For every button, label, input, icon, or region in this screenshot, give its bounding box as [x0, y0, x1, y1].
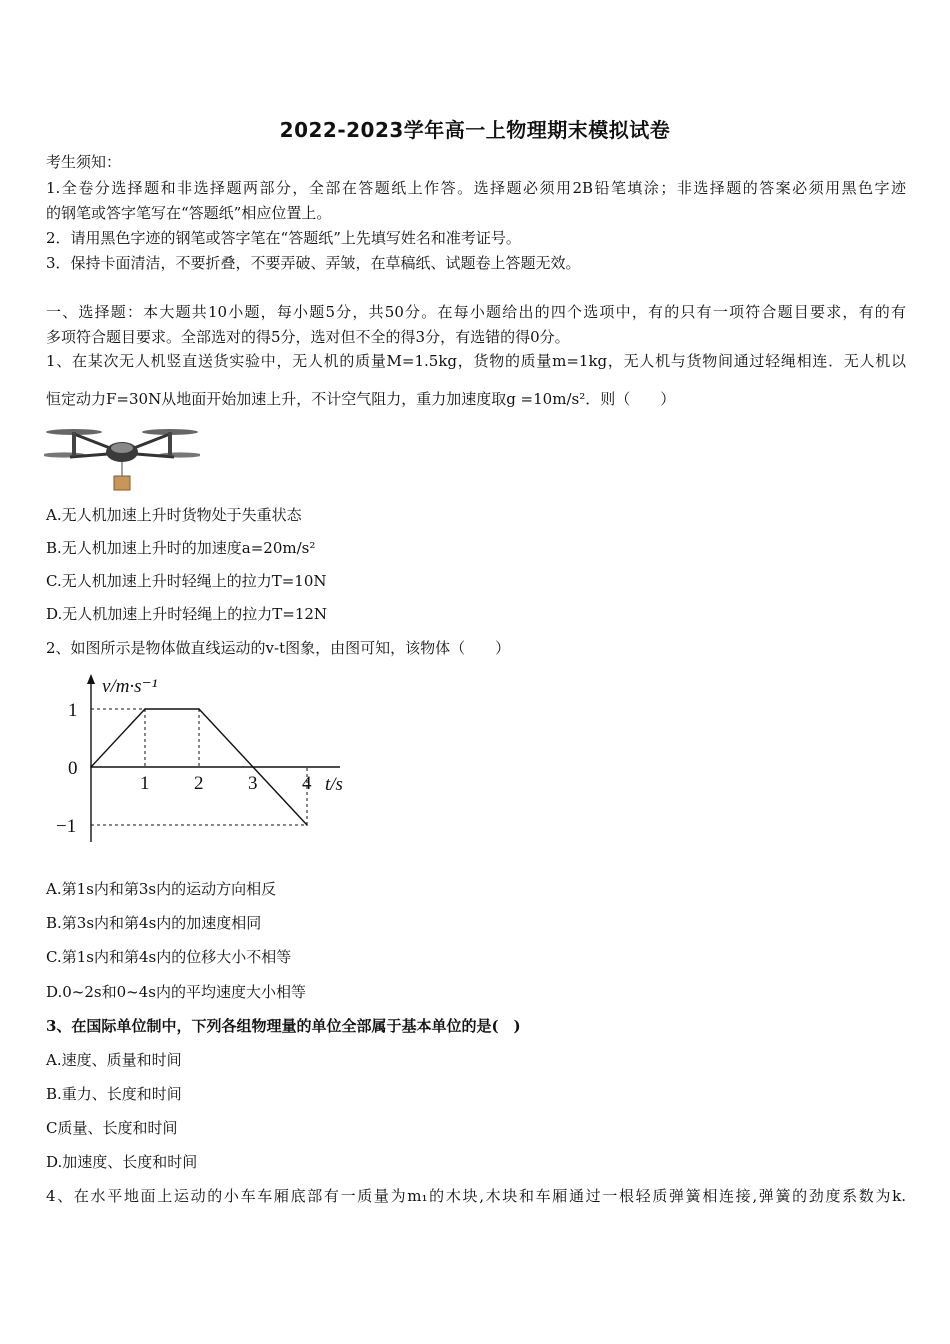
q3-stem: 3、在国际单位制中，下列各组物理量的单位全部属于基本单位的是( )	[46, 1017, 521, 1035]
q3-option-c: C质量、长度和时间	[46, 1119, 178, 1137]
data-point	[252, 766, 254, 768]
y-tick-label: 1	[68, 700, 78, 721]
page-title: 2022-2023学年高一上物理期末模拟试卷	[279, 118, 671, 142]
data-point	[144, 708, 146, 710]
section-heading-line1: 一、选择题：本大题共10小题，每小题5分，共50分。在每小题给出的四个选项中，有的只有一项符合题目要求，有的有	[46, 303, 906, 321]
series-segment	[199, 709, 253, 767]
q1-option-d: D.无人机加速上升时轻绳上的拉力T=12N	[46, 605, 328, 623]
y-axis-label: v/m·s⁻¹	[102, 676, 158, 697]
x-axis-label: t/s	[325, 774, 343, 795]
y-axis-arrow	[87, 674, 95, 684]
x-tick-label: 2	[194, 773, 204, 794]
data-point	[306, 824, 308, 826]
notice-heading: 考生须知：	[46, 153, 122, 171]
q1-option-b: B.无人机加速上升时的加速度a=20m/s²	[46, 539, 316, 557]
x-tick-label: 1	[140, 773, 150, 794]
q1-option-a: A.无人机加速上升时货物处于失重状态	[46, 506, 302, 524]
x-tick-label: 3	[248, 773, 258, 794]
q1-stem-line1: 1、在某次无人机竖直送货实验中，无人机的质量M=1.5kg，货物的质量m=1kg，无人机与货物间通过轻绳相连．无人机以	[46, 352, 906, 370]
y-tick-label: 0	[68, 758, 78, 779]
q3-option-b: B.重力、长度和时间	[46, 1085, 182, 1103]
section-heading-line2: 多项符合题目要求。全部选对的得5分，选对但不全的得3分，有选错的得0分。	[46, 328, 570, 346]
vt-chart	[52, 672, 362, 854]
series-segment	[253, 767, 307, 825]
q1-stem-line2: 恒定动力F=30N从地面开始加速上升，不计空气阻力，重力加速度取g =10m/s²．则（ ）	[46, 390, 676, 408]
q2-option-d: D.0~2s和0~4s内的平均速度大小相等	[46, 983, 306, 1001]
notice-item-1: 1.全卷分选择题和非选择题两部分，全部在答题纸上作答。选择题必须用2B铅笔填涂；非选择题的答案必须用黑色字迹	[46, 179, 906, 197]
q3-option-d: D.加速度、长度和时间	[46, 1153, 198, 1171]
notice-item-1-cont: 的钢笔或答字笔写在“答题纸”相应位置上。	[46, 204, 332, 222]
notice-item-2: 2．请用黑色字迹的钢笔或答字笔在“答题纸”上先填写姓名和准考证号。	[46, 229, 521, 247]
data-point	[198, 708, 200, 710]
y-tick-label: −1	[56, 816, 77, 837]
q2-option-c: C.第1s内和第4s内的位移大小不相等	[46, 948, 292, 966]
q4-stem: 4、在水平地面上运动的小车车厢底部有一质量为m₁的木块,木块和车厢通过一根轻质弹簧相连接,弹簧的劲度系数为k.	[46, 1187, 906, 1205]
q2-option-a: A.第1s内和第3s内的运动方向相反	[46, 880, 277, 898]
data-point	[90, 766, 92, 768]
q1-option-c: C.无人机加速上升时轻绳上的拉力T=10N	[46, 572, 327, 590]
q3-option-a: A.速度、质量和时间	[46, 1051, 182, 1069]
x-tick-label: 4	[302, 773, 312, 794]
q2-option-b: B.第3s内和第4s内的加速度相同	[46, 914, 262, 932]
drone-image	[44, 422, 200, 494]
notice-item-3: 3．保持卡面清洁，不要折叠，不要弄破、弄皱，在草稿纸、试题卷上答题无效。	[46, 254, 581, 272]
series-segment	[91, 709, 145, 767]
q2-stem: 2、如图所示是物体做直线运动的v-t图象，由图可知，该物体（ ）	[46, 639, 511, 657]
